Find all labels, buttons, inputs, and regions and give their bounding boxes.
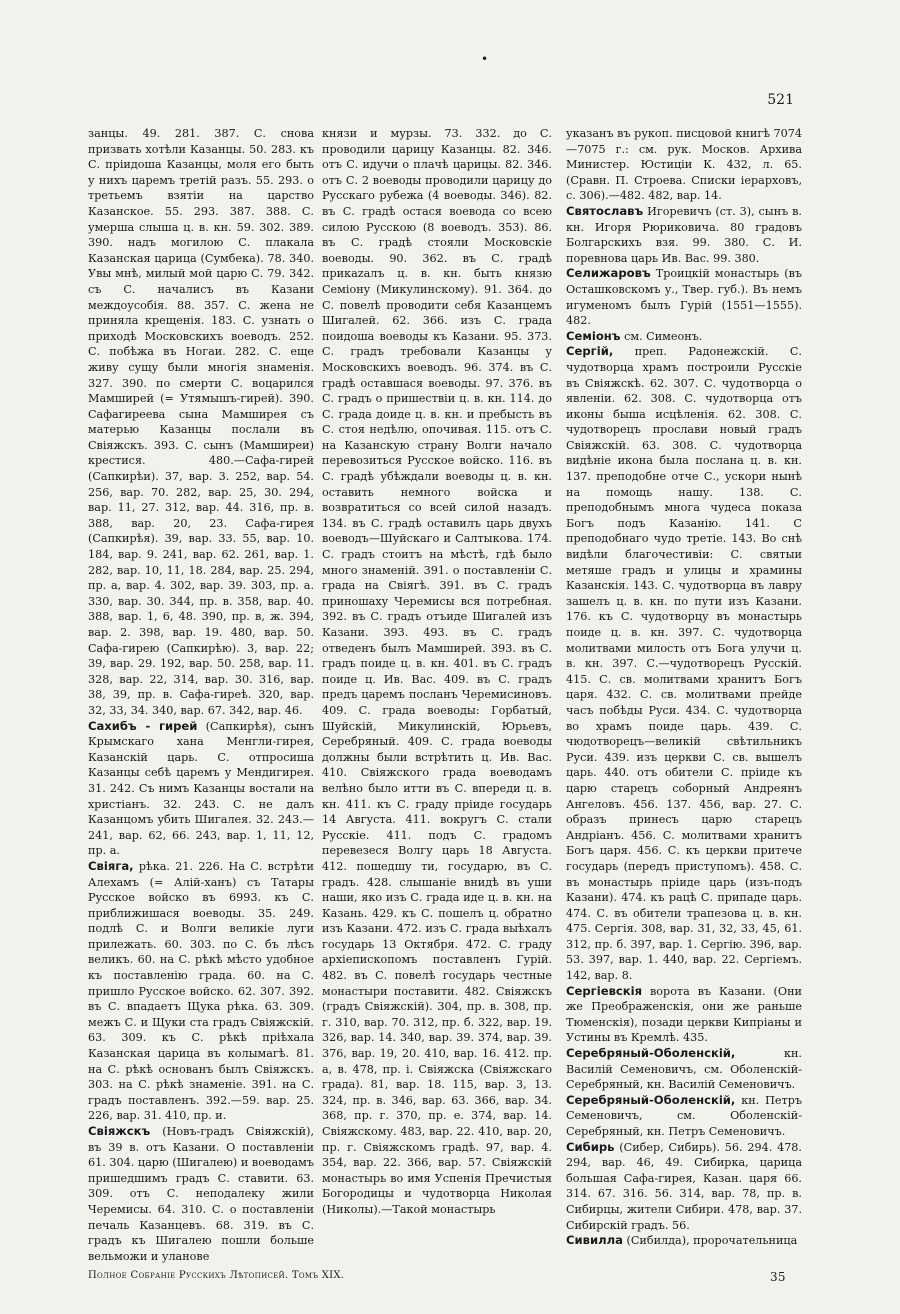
index-entry <box>566 1233 802 1249</box>
entry-headword: Святославъ <box>566 203 644 218</box>
entry-headword: Сергіевскія <box>566 983 643 998</box>
index-entry <box>566 126 802 204</box>
index-entry <box>566 329 802 345</box>
index-entry <box>566 1093 802 1140</box>
entry-text: (Сапкирѣя), сынъ Крымскаго хана Менгли-гирея, Казанскій царь. С. отпросиша Казанцы себѣ царемъ у Мендигирея. 31. 242. Съ нимъ Казанцы востали на христіанъ. 32. 243. С. не далъ Казанцомъ убить Шигалея. 32. 243.—241, вар. 62, 66. 243, вар. 1, 11, 12, пр. а. <box>88 719 315 858</box>
entry-text: указанъ въ рукоп. писцовой книгѣ 7074—7075 г.: см. рук. Москов. Архива Министер. Юстиціи К. 432, л. 65. (Сравн. П. Строева. Списки іерарховъ, с. 306).—482. 482, вар. 14. <box>566 127 802 203</box>
entry-headword: Свіяга, <box>88 858 134 873</box>
index-entry <box>88 126 314 719</box>
entry-headword: Сахибъ - гирей <box>88 718 198 733</box>
entry-headword: Сергій, <box>566 344 614 359</box>
index-entry <box>566 1140 802 1234</box>
index-entry <box>566 266 802 328</box>
entry-text: князи и мурзы. 73. 332. до С. проводили царицу Казанцы. 82. 346. отъ С. идучи о плачѣ царицы. 82. 346. отъ С. 2 воеводы проводили царицу до Русскаго рубежа (4 воеводы. 346). 82. въ С. градѣ остася воевода со всею силою Русскою (8 воеводъ. 353). 86. въ С. градѣ стояли Московскіе воеводы. 90. 362. въ С. градѣ прикazалъ ц. в. кн. быть князю Семіону (Микулинскому). 91. 364. до С. повелѣ проводити себя Казанцемъ Шигалей. 62. 366. изъ С. града поидоша воеводы къ Казани. 95. 373. С. градъ требовали Казанцы у Московскихъ воеводъ. 96. 374. въ С. градѣ оставшася воеводы. 97. 376. въ С. градъ о пришествіи ц. в. кн. 114. до С. града доиде ц. в. кн. и пребысть въ С. стоя недѣлю, опочивая. 115. отъ С. на Казанскую страну Волги начало перевозиться Русское войско. 116. въ С. градѣ убѣждали воеводы ц. в. кн. оставить немного войска и возвратиться со всей силой назадъ. 134. въ С. градѣ оставилъ царь двухъ воеводъ—Шуйскаго и Салтыкова. 174. С. градъ стоитъ на мѣстѣ, гдѣ было много знаменій. 391. о поставленіи С. града на Свіягѣ. 391. въ С. градъ приношаху Черемисы вся потребная. 392. въ С. градъ отъиде Шигалей изъ Казани. 393. 493. въ С. градъ отведенъ былъ Мамширей. 393. въ С. градъ поиде ц. в. кн. 401. въ С. градъ поиде ц. Ив. Вас. 409. въ С. градъ предъ царемъ посланъ Черемисиновъ. 409. С. града воеводы: Горбатый, Шуйскій, Микулинскій, Юрьевъ, Серебряный. 409. С. града воеводы должны были встрѣтить ц. Ив. Вас. 410. Свіяжского града воеводамъ велѣно было итти въ С. впереди ц. в. кн. 411. къ С. граду пріиде государь 14 Августа. 411. вокругъ С. стали Русскіе. 411. подъ С. градомъ перевезеся Волгу царь 18 Августа. 412. пошедшу ти, государю, въ С. градъ. 428. слышаніе внидѣ въ уши наши, яко изъ С. града иде ц. в. кн. на Казань. 429. къ С. пошелъ ц. обратно изъ Казани. 472. изъ С. града выѣхалъ государь 13 Октября. 472. С. граду архіепископомъ поставленъ Гурій. 482. въ С. повелѣ государь честные монастыри поставити. 482. Свіяжскъ (градъ Свіяжскій). 304, пр. в. 308, пр. г. 310, вар. 70. 312, пр. б. 322, вар. 19. 326, вар. 14. 340, вар. 39. 374, вар. 39. 376, вар. 19, 20. 410, вар. 16. 412. пр. а, в. 478, пр. і. Свіяжска (Свіяжскаго града). 81, вар. 18. 115, вар. 3, 13. 324, пр. в. 346, вар. 63. 366, вар. 34. 368, пр. г. 370, пр. е. 374, вар. 14. Свіяжскому. 483, вар. 22. 410, вар. 20, пр. г. Свіяжскомъ градѣ. 97, вар. 4. 354, вар. 22. 366, вар. 57. Свіяжскій монастырь во имя Успенія Пречистыя Богородицы и чудотворца Николая (Николы).—Такой монастырь <box>322 127 552 1216</box>
entry-text: преп. Радонежскій. С. чудотворца храмъ построили Русскіе въ Свіяжскѣ. 62. 307. С. чудотворца о явленіи. 62. 308. С. чудотворца отъ иконы быша исцѣленія. 62. 308. С. чудотворецъ прослави новый градъ Свіяжскій. 63. 308. С. чудотворца видѣніе икона была послана ц. в. кн. 137. преподобне отче С., ускори нынѣ на помощь нашу. 138. С. преподобнымъ многа чудеса показа Богъ подъ Казанію. 141. С преподобнаго чудо третіе. 143. Во снѣ видѣли благочестивіи: С. святыи метяше градъ и улицы и храмины Казанскія. 143. С. чудотворца въ лавру зашелъ ц. в. кн. по пути изъ Казани. 176. къ С. чудотворцу въ монастырь поиде ц. в. кн. 397. С. чудотворца молитвами милость отъ Бога улучи ц. в. кн. 397. С.—чудотворецъ Русскій. 415. С. св. молитвами хранитъ Богъ царя. 432. С. св. молитвами прейде часъ побѣды Руси. 434. С. чудотворца во храмъ поиде царь. 439. С. чюдотворецъ—великій свѣтильникъ Руси. 439. изъ церкви С. св. вышелъ царь. 440. отъ обители С. пріиде къ царю старецъ соборный Андреянъ Ангеловъ. 456. 137. 456, вар. 27. С. образъ принесъ царю старецъ Андріанъ. 456. С. молитвами хранитъ Богъ царя. 456. С. къ церкви притече государь (передъ приступомъ). 458. С. въ монастырь пріиде царь (изъ-подъ Казани). 474. къ рацѣ С. припаде царь. 474. С. въ обители трапезова ц. в. кн. 475. Сергія. 308, вар. 31, 32, 33, 45, 61. 312, пр. б. 397, вар. 1. Сергію. 396, вар. 53. 397, вар. 1. 440, вар. 22. Сергіемъ. 142, вар. 8. <box>566 345 802 983</box>
entry-text: Игоревичъ (ст. 3), сынъ в. кн. Игоря Рюриковича. 80 градовъ Болгарскихъ взя. 99. 380. С. И. поревнова царь Ив. Вас. 99. 380. <box>566 204 802 265</box>
entry-text: ворота въ Казани. (Они же Преображенскія, они же раньше Тюменскія), позади церкви Кипріаны и Устины въ Кремлѣ. 435. <box>566 984 802 1045</box>
index-entry <box>88 719 314 859</box>
column-2 <box>322 126 552 1218</box>
index-entry <box>566 204 802 266</box>
entry-headword: Серебряный-Оболенскій, <box>566 1046 736 1061</box>
entry-headword: Сивилла <box>566 1233 623 1248</box>
index-entry <box>322 126 552 1218</box>
index-entry <box>566 1046 802 1093</box>
entry-text: (Новъ-градъ Свіяжскій), въ 39 в. отъ Казани. О поставленіи 61. 304. царю (Шигалею) и воеводамъ пришедшимъ градъ С. ставити. 63. 309. отъ С. неподалеку жили Черемисы. 64. 310. С. о поставленіи печаль Казанцевъ. 68. 319. въ С. градъ къ Шигалею пошли больше вельможи и уланове <box>88 1125 315 1263</box>
footer-title: Полное Собраніе Русскихъ Лѣтописей. Томъ XIX. <box>88 1270 345 1281</box>
column-1 <box>88 126 314 1264</box>
sheet-mark: 35 <box>770 1270 786 1284</box>
entry-headword: Свіяжскъ <box>88 1124 151 1138</box>
entry-text: Троицкій монастырь (въ Осташковскомъ у., Твер. губ.). Въ немъ игуменомъ былъ Гурій (1551—1555). 482. <box>566 267 802 328</box>
entry-text: кн. Петръ Семеновичъ, см. Оболенскій-Серебряный, кн. Петръ Семеновичъ. <box>566 1093 802 1138</box>
entry-headword: Сибирь <box>566 1139 615 1154</box>
entry-text: занцы. 49. 281. 387. С. снова призвать хотѣли Казанцы. 50. 283. къ С. пріидоша Казанцы, моля его быть у нихъ царемъ третій разъ. 55. 293. о третьемъ взятіи на царство Казанское. 55. 293. 387. 388. С. умерша слыша ц. в. кн. 59. 302. 389. 390. надъ могилою С. плакала Казанская царица (Сумбека). 78. 340. Увы мнѣ, милый мой царю С. 79. 342. съ С. началисъ въ Казани междоусобія. 88. 357. С. жена не приняла крещенія. 183. С. узнать о приходѣ Московскихъ воеводъ. 252. С. побѣжа въ Ногаи. 282. С. еще живу сущу были многія знаменія. 327. 390. по смерти С. воцарился Мамширей (= Утямышъ-гирей). 390. Сафагиреева сына Мамширея съ матерью Казанцы послали въ Свіяжскъ. 393. С. сынъ (Мамширеи) крестися. 480.—Сафа-гирей (Сапкирѣи). 37, вар. 3. 252, вар. 54. 256, вар. 70. 282, вар. 25, 30. 294, вар. 11, 27. 312, вар. 44. 316, пр. в. 388, вар. 20, 23. Сафа-гирея (Сапкирѣя). 39, вар. 33. 55, вар. 10. 184, вар. 9. 241, вар. 62. 261, вар. 1. 282, вар. 10, 11, 18. 284, вар. 25. 294, пр. а, вар. 4. 302, вар. 39. 303, пр. а. 330, вар. 30. 344, пр. в. 358, вар. 40. 388, вар. 1, 6, 48. 390, пр. в, ж. 394, вар. 2. 398, вар. 19. 480, вар. 50. Сафа-гирею (Сапкирѣю). 3, вар. 22; 39, вар. 29. 192, вар. 50. 258, вар. 11. 328, вар. 22, 314, вар. 30. 316, вар. 38, 39, пр. в. Сафа-гиреѣ. 320, вар. 32, 33, 34. 340, вар. 67. 342, вар. 46. <box>88 127 314 717</box>
column-3 <box>566 126 802 1249</box>
index-entry <box>88 859 314 1124</box>
entry-headword: Серебряный-Оболенскій, <box>566 1092 736 1107</box>
entry-text: кн. Василій Семеновичъ, см. Оболенскій-Серебряный, кн. Василій Семеновичъ. <box>566 1047 802 1092</box>
page-number: 521 <box>767 92 794 108</box>
entry-headword: Селижаровъ <box>566 266 651 281</box>
index-entry <box>88 1124 314 1264</box>
entry-text: (Сибер, Сибирь). 56. 294. 478. 294, вар. 46, 49. Сибирка, царица большая Сафа-гирея, Казан. царя 66. 314. 67. 316. 56. 314, вар. 78, пр. в. Сибирцы, жители Сибири. 478, вар. 37. Сибирскій градъ. 56. <box>566 1140 802 1232</box>
entry-headword: Семіонъ <box>566 328 621 343</box>
index-entry <box>566 984 802 1046</box>
index-entry <box>566 344 802 983</box>
entry-text: рѣка. 21. 226. На С. встрѣти Алехамъ (= Алій-ханъ) съ Татары Русское войско въ 6993. къ С. приближишася воеводы. 35. 249. подлѣ С. и Волги великіе луги прилежать. 60. 303. по С. бъ лѣсъ великъ. 60. на С. рѣкѣ мѣсто удобное къ поставленію града. 60. на С. пришло Русское войско. 62. 307. 392. въ С. впадаетъ Щука рѣка. 63. 309. межъ С. и Щуки ста градъ Свіяжскій. 63. 309. къ С. рѣкѣ пріѣхала Казанская царица въ колымагѣ. 81. на С. рѣкѣ основанъ былъ Свіяжскъ. 303. на С. рѣкѣ знаменіе. 391. на С. градъ поставленъ. 392.—59. вар. 25. 226, вар. 31. 410, пр. и. <box>88 859 314 1123</box>
entry-text: (Сибилда), пророчательница <box>626 1234 798 1248</box>
entry-text: см. Симеонъ. <box>624 329 703 343</box>
page-top-mark: • <box>481 52 489 66</box>
